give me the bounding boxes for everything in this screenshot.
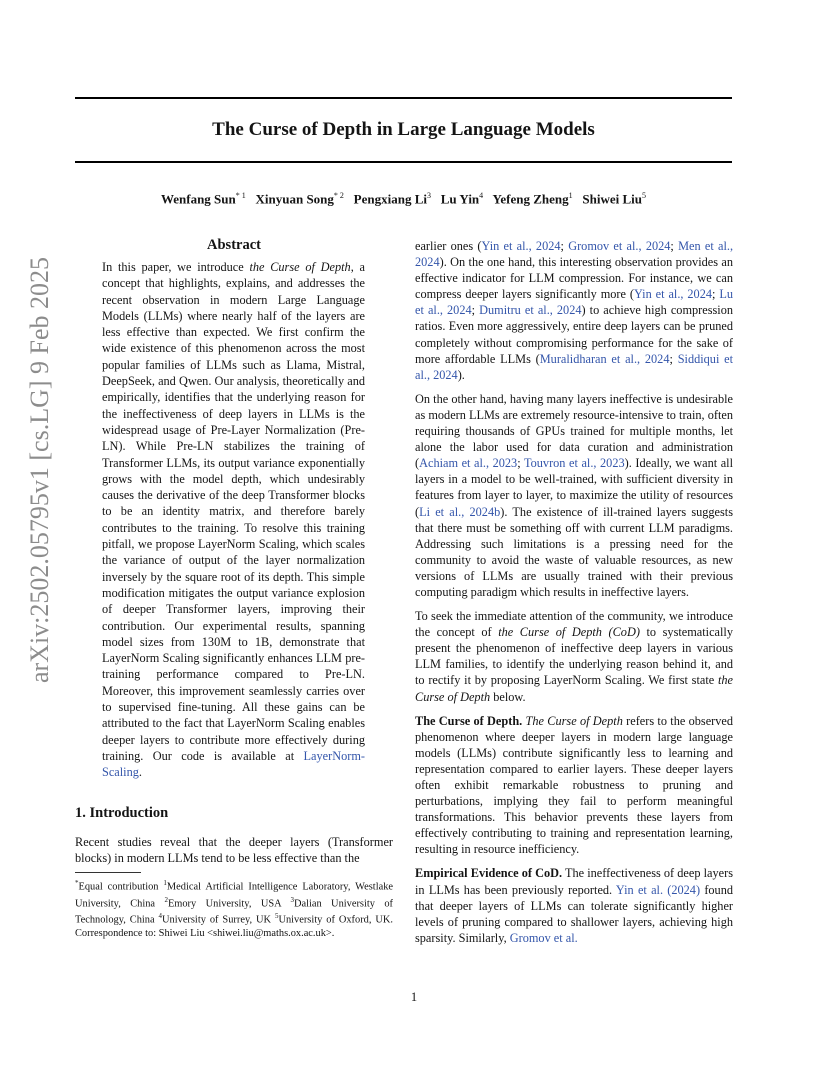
footnote-rule bbox=[75, 872, 141, 873]
paragraph-cod-intro: To seek the immediate attention of the community, we introduce the concept of the Curse of Depth (CoD) to systematically present the phenomenon of ineffective deep layers in various LLM families, to identify the underlying reason behind it, and to rectify it by proposing LayerNorm Scaling. We first state the Curse of Depth below. bbox=[415, 609, 733, 704]
abstract-text: In this paper, we introduce the Curse of Depth, a concept that highlights, explains, and addresses the recent observation in modern Large Language Models (LLMs) where nearly half of the layers are less effective than expected. We first confirm the wide existence of this phenomenon across the most popular families of LLMs such as Llama, Mistral, DeepSeek, and Qwen. Our analysis, theoretically and empirically, identifies that the underlying reason for the ineffectiveness of deep layers in LLMs is the widespread usage of Pre-Layer Normalization (Pre-LN). While Pre-LN stabilizes the training of Transformer LLMs, its output variance exponentially grows with the model depth, which undesirably causes the derivative of the deep Transformer blocks to be an identity matrix, and therefore barely contributes to the training. To resolve this training pitfall, we propose LayerNorm Scaling, which scales the variance of output of the layer normalization inversely by the square root of its depth. This simple modification mitigates the output variance explosion of deeper Transformer layers, improving their contribution. Our experimental results, spanning model sizes from 130M to 1B, demonstrate that LayerNorm Scaling significantly enhances LLM pre-training performance compared to Pre-LN. Moreover, this improvement seamlessly carries over to supervised fine-tuning. All these gains can be attributed to the fact that LayerNorm Scaling enables deeper layers to contribute more effectively during training. Our code is available at LayerNorm-Scaling. bbox=[102, 260, 366, 780]
author-list: Wenfang Sun$^{* 1}$ Xinyuan Song$^{* 2}$ Pengxiang Li$^3$ Lu Yin$^4$ Yefeng Zheng$^1$ Shiwei Liu$^5$ bbox=[160, 191, 647, 207]
author: Yefeng Zheng bbox=[492, 191, 569, 207]
paragraph-resources: On the other hand, having many layers ineffective is undesirable as modern LLMs are extremely resource-intensive to train, often requiring thousands of GPUs trained for multiple months, let alone the labor used for data curation and administration (Achiam et al., 2023; Touvron et al., 2023). Ideally, we want all layers in a model to be well-trained, with sufficient diversity in features from layer to layer, to maximize the utility of resources (Li et al., 2024b). The existence of ill-trained layers suggests that there must be something off with current LLM paradigms. Addressing such limitations is a pressing need for the community to avoid the waste of valuable resources, as new versions of LLMs are usually trained with their previous computing paradigm which results in ineffective layers. bbox=[415, 391, 733, 599]
paragraph-empirical-evidence: Empirical Evidence of CoD. The ineffectiveness of deep layers in LLMs has been previously reported. Yin et al. (2024) found that deeper layers of LLMs can tolerate significantly higher levels of pruning compared to shallower layers, achieving high sparsity. Similarly, Gromov et al. bbox=[415, 866, 734, 945]
page-number: 1 bbox=[410, 990, 418, 1004]
author: Pengxiang Li bbox=[353, 191, 427, 207]
right-column bbox=[415, 238, 733, 954]
top-rule bbox=[75, 97, 732, 99]
author: Xinyuan Song bbox=[255, 191, 334, 207]
paragraph-compression: earlier ones (Yin et al., 2024; Gromov et al., 2024; Men et al., 2024). On the one hand, this interesting observation provides an effective indicator for LLM compression. For instance, we can compress deeper layers significantly more (Yin et al., 2024; Lu et al., 2024; Dumitru et al., 2024) to achieve high compression ratios. Even more aggressively, entire deep layers can be pruned completely without compromising performance for the sake of more affordable LLMs (Muralidharan et al., 2024; Siddiqui et al., 2024). bbox=[415, 239, 734, 382]
author: Shiwei Liu bbox=[582, 191, 643, 207]
title-bottom-rule bbox=[75, 161, 732, 163]
arxiv-stamp: arXiv:2502.05795v1 [cs.LG] 9 Feb 2025 bbox=[25, 256, 54, 684]
affiliations-footnote: *Equal contribution $^1$Medical Artificial Intelligence Laboratory, Westlake University, China $^2$Emory University, USA $^3$Dalian University of Technology, China $^4$University of Surrey, UK $^5$University of Oxford, UK. Correspondence to: Shiwei Liu <shiwei.liu@maths.ox.ac.uk>. bbox=[75, 879, 394, 940]
section-heading-introduction: 1. Introduction bbox=[75, 805, 169, 821]
abstract-heading: Abstract bbox=[207, 237, 261, 253]
paper-title: The Curse of Depth in Large Language Models bbox=[212, 119, 595, 140]
intro-paragraph: Recent studies reveal that the deeper layers (Transformer blocks) in modern LLMs tend to be less effective than the bbox=[75, 835, 393, 866]
code-link[interactable]: LayerNorm-Scaling bbox=[102, 748, 365, 780]
author: Lu Yin bbox=[440, 191, 480, 207]
author: Wenfang Sun bbox=[160, 191, 236, 207]
paragraph-cod-definition: The Curse of Depth. The Curse of Depth refers to the observed phenomenon where deeper layers in modern large language models (LLMs) contribute significantly less to learning and representation compared to earlier layers. These deeper layers often exhibit remarkable robustness to pruning and perturbations, implying they fail to perform meaningful transformations. This behavior prevents these layers from effectively contributing to training and representation learning, resulting in resource inefficiency. bbox=[415, 713, 733, 857]
